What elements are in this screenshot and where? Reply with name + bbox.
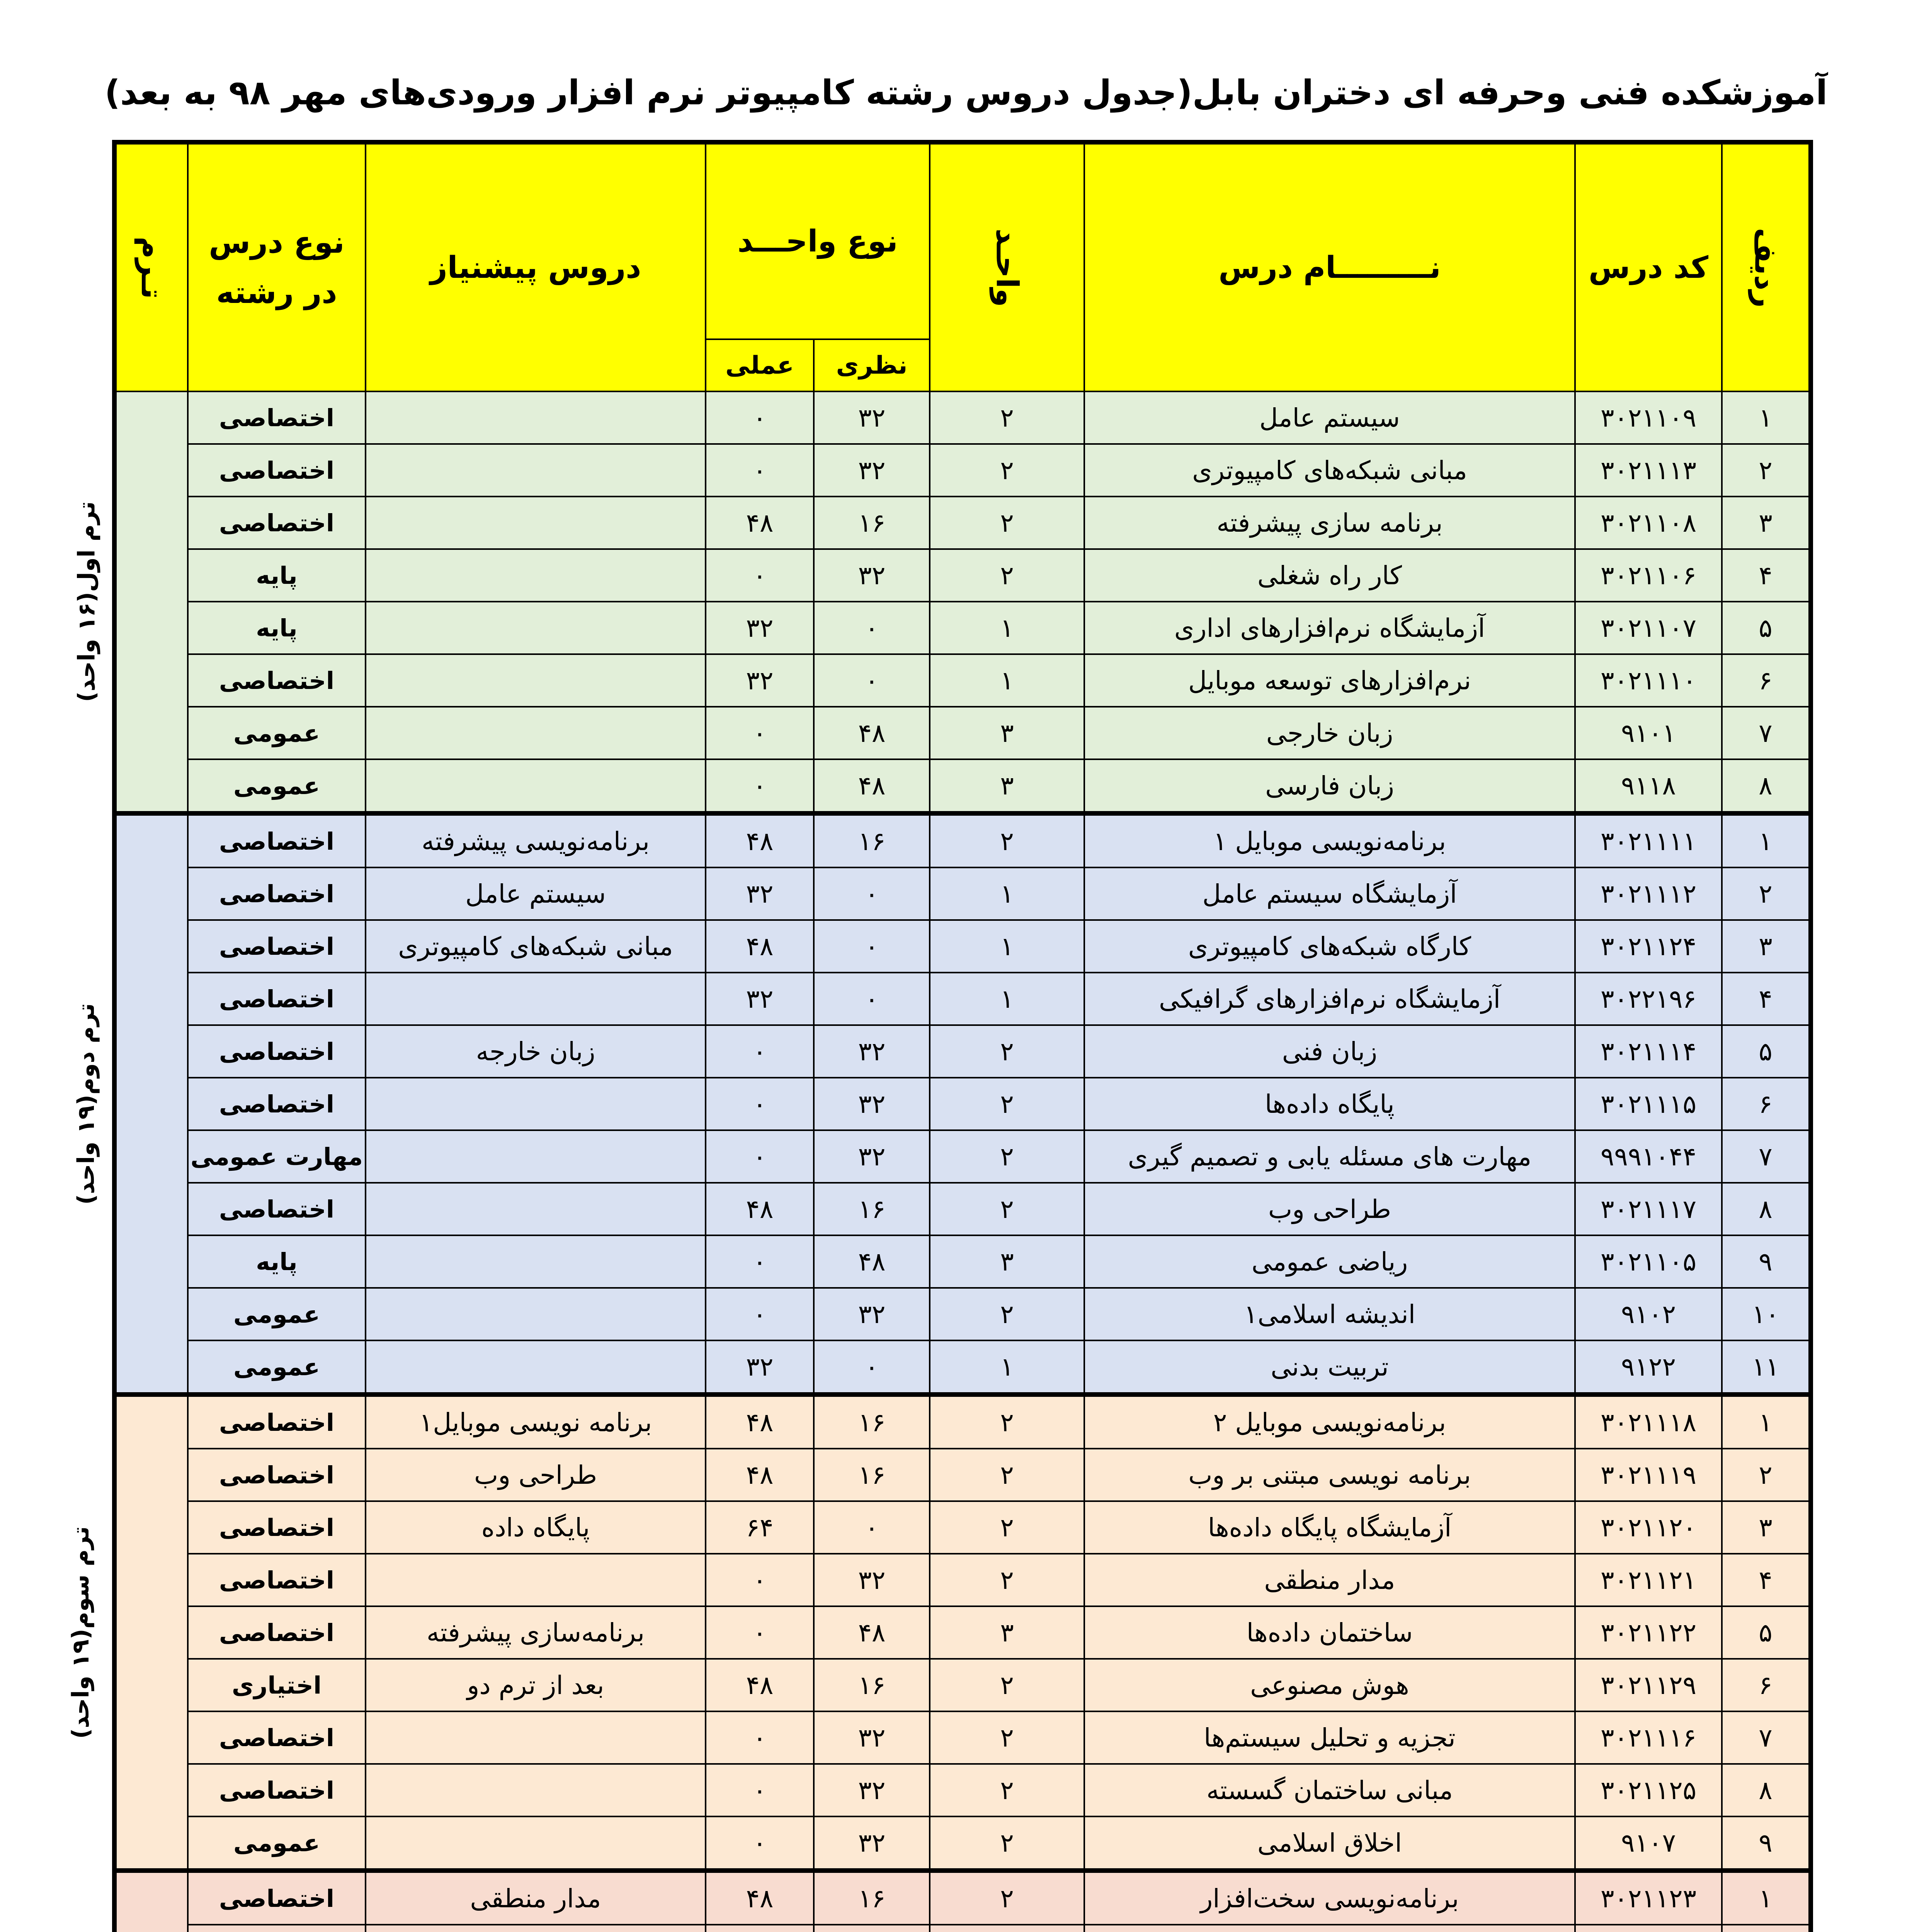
course-code: ۳۰۲۱۱۱۸	[1575, 1395, 1722, 1449]
course-units: ۲	[930, 1711, 1084, 1764]
theory-hours: ۰	[814, 1501, 930, 1554]
course-code: ۳۰۲۱۱۲۱	[1575, 1554, 1722, 1606]
course-units: ۲	[930, 1183, 1084, 1235]
course-type: اختصاصی	[188, 1554, 366, 1606]
course-code: ۳۰۲۱۱۱۴	[1575, 1025, 1722, 1078]
theory-hours: ۱۶	[814, 497, 930, 549]
theory-hours: ۳۲	[814, 1078, 930, 1130]
course-name: برنامه نویسی مبتنی بر وب	[1084, 1449, 1575, 1501]
row-number: ۷	[1722, 707, 1811, 759]
theory-hours: ۳۲	[814, 1025, 930, 1078]
prerequisite	[366, 391, 706, 444]
course-units: ۳	[930, 759, 1084, 813]
course-type: اختصاصی	[188, 1711, 366, 1764]
practical-hours: ۰	[706, 1816, 814, 1871]
theory-hours: ۱۶	[814, 813, 930, 867]
theory-hours: ۱۶	[814, 1871, 930, 1925]
course-units: ۲	[930, 1501, 1084, 1554]
course-units	[930, 1925, 1084, 1932]
course-code: ۳۰۲۱۱۱۰	[1575, 654, 1722, 707]
course-type: اختصاصی	[188, 1395, 366, 1449]
row-number: ۶	[1722, 1078, 1811, 1130]
course-row	[114, 1025, 1811, 1078]
row-number: ۳	[1722, 1501, 1811, 1554]
practical-hours: ۳۲	[706, 1340, 814, 1395]
course-code	[1575, 1925, 1722, 1932]
course-row	[114, 391, 1811, 444]
course-code: ۹۱۱۸	[1575, 759, 1722, 813]
course-name: برنامه‌نویسی موبایل ۱	[1084, 813, 1575, 867]
course-type: عمومی	[188, 707, 366, 759]
theory-hours: ۰	[814, 654, 930, 707]
course-type: اختیاری	[188, 1659, 366, 1711]
theory-hours: ۱۶	[814, 1449, 930, 1501]
course-type: عمومی	[188, 1340, 366, 1395]
row-number: ۷	[1722, 1711, 1811, 1764]
practical-hours: ۰	[706, 444, 814, 497]
row-number: ۱	[1722, 1871, 1811, 1925]
course-row	[114, 1449, 1811, 1501]
practical-hours: ۴۸	[706, 1183, 814, 1235]
course-code: ۹۱۰۱	[1575, 707, 1722, 759]
prerequisite	[366, 1340, 706, 1395]
practical-hours: ۰	[706, 1554, 814, 1606]
practical-hours: ۰	[706, 759, 814, 813]
course-code: ۹۱۲۲	[1575, 1340, 1722, 1395]
course-code: ۳۰۲۱۱۲۴	[1575, 920, 1722, 973]
course-code: ۳۰۲۱۱۰۸	[1575, 497, 1722, 549]
course-code: ۳۰۲۱۱۰۵	[1575, 1235, 1722, 1288]
header-term: تـرم	[114, 142, 188, 391]
course-type: اختصاصی	[188, 1025, 366, 1078]
course-type: اختصاصی	[188, 497, 366, 549]
practical-hours: ۰	[706, 1288, 814, 1340]
course-row	[114, 1554, 1811, 1606]
course-name: ساختمان داده‌ها	[1084, 1606, 1575, 1659]
course-units: ۱	[930, 1340, 1084, 1395]
row-number: ۸	[1722, 1764, 1811, 1816]
course-code: ۳۰۲۱۱۱۳	[1575, 444, 1722, 497]
theory-hours: ۳۲	[814, 1711, 930, 1764]
practical-hours: ۴۸	[706, 1449, 814, 1501]
practical-hours: ۰	[706, 1711, 814, 1764]
course-row	[114, 867, 1811, 920]
course-name: برنامه‌نویسی سخت‌افزار	[1084, 1871, 1575, 1925]
course-row	[114, 1871, 1811, 1925]
practical-hours: ۴۸	[706, 920, 814, 973]
prerequisite	[366, 973, 706, 1025]
course-type: پایه	[188, 1235, 366, 1288]
theory-hours: ۰	[814, 867, 930, 920]
course-name: مهارت های مسئله یابی و تصمیم گیری	[1084, 1130, 1575, 1183]
course-name: آزمایشگاه پایگاه داده‌ها	[1084, 1501, 1575, 1554]
prerequisite: مبانی شبکه‌های کامپیوتری	[366, 920, 706, 973]
row-number: ۱	[1722, 1395, 1811, 1449]
row-number: ۸	[1722, 759, 1811, 813]
course-type: اختصاصی	[188, 391, 366, 444]
course-row	[114, 1288, 1811, 1340]
course-code: ۳۰۲۱۱۱۹	[1575, 1449, 1722, 1501]
course-row	[114, 973, 1811, 1025]
course-name: برنامه سازی پیشرفته	[1084, 497, 1575, 549]
prerequisite	[366, 759, 706, 813]
course-units: ۱	[930, 602, 1084, 654]
theory-hours: ۳۲	[814, 391, 930, 444]
course-code: ۳۰۲۱۱۱۵	[1575, 1078, 1722, 1130]
practical-hours: ۳۲	[706, 602, 814, 654]
prerequisite: بعد از ترم دو	[366, 1659, 706, 1711]
course-name: طراحی وب	[1084, 1183, 1575, 1235]
row-number: ۲	[1722, 444, 1811, 497]
course-units: ۲	[930, 549, 1084, 602]
prerequisite	[366, 1130, 706, 1183]
prerequisite	[366, 654, 706, 707]
theory-hours	[814, 1925, 930, 1932]
course-code: ۹۹۹۱۰۴۴	[1575, 1130, 1722, 1183]
course-code: ۳۰۲۱۱۰۷	[1575, 602, 1722, 654]
course-type: اختصاصی	[188, 1871, 366, 1925]
prerequisite	[366, 1183, 706, 1235]
course-units: ۲	[930, 1659, 1084, 1711]
course-units: ۲	[930, 1130, 1084, 1183]
prerequisite	[366, 1764, 706, 1816]
course-name: مبانی شبکه‌های کامپیوتری	[1084, 444, 1575, 497]
prerequisite: سیستم عامل	[366, 867, 706, 920]
theory-hours: ۳۲	[814, 1130, 930, 1183]
theory-hours: ۳۲	[814, 1554, 930, 1606]
practical-hours: ۰	[706, 549, 814, 602]
course-name: آزمایشگاه نرم‌افزارهای گرافیکی	[1084, 973, 1575, 1025]
course-code: ۳۰۲۱۱۰۶	[1575, 549, 1722, 602]
row-number	[1722, 1925, 1811, 1932]
practical-hours	[706, 1925, 814, 1932]
course-name: مبانی ساختمان گسسته	[1084, 1764, 1575, 1816]
theory-hours: ۰	[814, 1340, 930, 1395]
course-name: نرم‌افزارهای توسعه موبایل	[1084, 654, 1575, 707]
course-name: هوش مصنوعی	[1084, 1659, 1575, 1711]
course-type: اختصاصی	[188, 1078, 366, 1130]
course-code: ۳۰۲۲۱۹۶	[1575, 973, 1722, 1025]
term-label	[114, 1871, 188, 1932]
course-row	[114, 1659, 1811, 1711]
prerequisite	[366, 497, 706, 549]
prerequisite	[366, 1078, 706, 1130]
course-code: ۳۰۲۱۱۰۹	[1575, 391, 1722, 444]
header-course-type: نوع درس در رشته	[188, 142, 366, 391]
prerequisite	[366, 1288, 706, 1340]
course-name: آزمایشگاه نرم‌افزارهای اداری	[1084, 602, 1575, 654]
course-units: ۲	[930, 1871, 1084, 1925]
course-type: اختصاصی	[188, 1764, 366, 1816]
header-name: نـــــــــام درس	[1084, 142, 1575, 391]
theory-hours: ۰	[814, 920, 930, 973]
course-code: ۳۰۲۱۱۲۹	[1575, 1659, 1722, 1711]
course-units: ۱	[930, 654, 1084, 707]
course-name: زبان فنی	[1084, 1025, 1575, 1078]
course-row	[114, 813, 1811, 867]
course-type	[188, 1925, 366, 1932]
course-type: اختصاصی	[188, 1606, 366, 1659]
row-number: ۳	[1722, 920, 1811, 973]
prerequisite	[366, 707, 706, 759]
course-units: ۲	[930, 1025, 1084, 1078]
prerequisite	[366, 1711, 706, 1764]
prerequisite	[366, 1235, 706, 1288]
row-number: ۹	[1722, 1235, 1811, 1288]
course-row	[114, 497, 1811, 549]
row-number: ۶	[1722, 654, 1811, 707]
row-number: ۵	[1722, 602, 1811, 654]
course-units: ۲	[930, 1816, 1084, 1871]
term-label: ترم اول(۱۶ واحد)	[114, 391, 188, 813]
theory-hours: ۴۸	[814, 1235, 930, 1288]
course-type: اختصاصی	[188, 1449, 366, 1501]
course-row	[114, 1606, 1811, 1659]
header-unit-type: نوع واحـــد	[706, 142, 930, 339]
theory-hours: ۴۸	[814, 707, 930, 759]
theory-hours: ۳۲	[814, 1288, 930, 1340]
course-name: اخلاق اسلامی	[1084, 1816, 1575, 1871]
course-row	[114, 1764, 1811, 1816]
course-name: تربیت بدنی	[1084, 1340, 1575, 1395]
course-units: ۲	[930, 497, 1084, 549]
practical-hours: ۳۲	[706, 973, 814, 1025]
course-code: ۳۰۲۱۱۲۲	[1575, 1606, 1722, 1659]
course-row	[114, 1395, 1811, 1449]
header-amali: عملی	[706, 339, 814, 391]
course-row	[114, 1340, 1811, 1395]
course-name: اندیشه اسلامی۱	[1084, 1288, 1575, 1340]
course-table	[67, 140, 1813, 1932]
row-number: ۲	[1722, 867, 1811, 920]
course-type: اختصاصی	[188, 973, 366, 1025]
course-body	[67, 391, 1811, 1932]
course-name: پایگاه داده‌ها	[1084, 1078, 1575, 1130]
course-code: ۹۱۰۷	[1575, 1816, 1722, 1871]
course-units: ۲	[930, 1288, 1084, 1340]
course-row	[114, 1501, 1811, 1554]
course-row	[114, 1130, 1811, 1183]
prerequisite: زبان خارجه	[366, 1025, 706, 1078]
course-code: ۳۰۲۱۱۲۰	[1575, 1501, 1722, 1554]
course-code: ۹۱۰۲	[1575, 1288, 1722, 1340]
prerequisite: طراحی وب	[366, 1449, 706, 1501]
theory-hours: ۳۲	[814, 549, 930, 602]
course-row	[114, 1183, 1811, 1235]
course-units: ۳	[930, 1606, 1084, 1659]
course-row	[114, 1816, 1811, 1871]
course-type: اختصاصی	[188, 444, 366, 497]
course-name: کارگاه شبکه‌های کامپیوتری	[1084, 920, 1575, 973]
course-row	[114, 759, 1811, 813]
term-label: ترم سوم(۱۹ واحد)	[114, 1395, 188, 1871]
course-name: زبان فارسی	[1084, 759, 1575, 813]
practical-hours: ۳۲	[706, 867, 814, 920]
theory-hours: ۱۶	[814, 1395, 930, 1449]
course-name: آزمایشگاه سیستم عامل	[1084, 867, 1575, 920]
theory-hours: ۳۲	[814, 1764, 930, 1816]
course-row	[114, 920, 1811, 973]
row-number: ۱	[1722, 813, 1811, 867]
course-units: ۲	[930, 1764, 1084, 1816]
course-type: پایه	[188, 602, 366, 654]
prerequisite	[366, 1925, 706, 1932]
course-units: ۲	[930, 1554, 1084, 1606]
theory-hours: ۳۲	[814, 444, 930, 497]
theory-hours: ۳۲	[814, 1816, 930, 1871]
practical-hours: ۰	[706, 391, 814, 444]
course-units: ۱	[930, 867, 1084, 920]
course-row	[114, 549, 1811, 602]
prerequisite: برنامه‌نویسی پیشرفته	[366, 813, 706, 867]
practical-hours: ۴۸	[706, 813, 814, 867]
course-name: کار راه شغلی	[1084, 549, 1575, 602]
course-units: ۲	[930, 813, 1084, 867]
header-nazari: نظری	[814, 339, 930, 391]
course-units: ۱	[930, 973, 1084, 1025]
course-name: سیستم عامل	[1084, 391, 1575, 444]
theory-hours: ۰	[814, 973, 930, 1025]
row-number: ۹	[1722, 1816, 1811, 1871]
course-code: ۳۰۲۱۱۲۵	[1575, 1764, 1722, 1816]
course-row	[114, 1711, 1811, 1764]
course-type: عمومی	[188, 1816, 366, 1871]
course-units: ۳	[930, 707, 1084, 759]
course-row	[114, 1235, 1811, 1288]
course-type: مهارت عمومی	[188, 1130, 366, 1183]
course-code: ۳۰۲۱۱۲۳	[1575, 1871, 1722, 1925]
course-type: اختصاصی	[188, 1183, 366, 1235]
course-row	[114, 654, 1811, 707]
course-name: ریاضی عمومی	[1084, 1235, 1575, 1288]
header-prereq: دروس پیشنیاز	[366, 142, 706, 391]
theory-hours: ۱۶	[814, 1183, 930, 1235]
course-row	[114, 602, 1811, 654]
page-title: آموزشکده فنی وحرفه ای دختران بابل(جدول دروس رشته کامپیوتر نرم افزار ورودی‌های مهر ۹۸ به بعد)	[104, 73, 1828, 112]
practical-hours: ۰	[706, 707, 814, 759]
prerequisite	[366, 602, 706, 654]
course-type: اختصاصی	[188, 920, 366, 973]
course-type: اختصاصی	[188, 654, 366, 707]
practical-hours: ۳۲	[706, 654, 814, 707]
practical-hours: ۰	[706, 1606, 814, 1659]
practical-hours: ۴۸	[706, 497, 814, 549]
course-row	[114, 1078, 1811, 1130]
row-number: ۸	[1722, 1183, 1811, 1235]
prerequisite	[366, 1816, 706, 1871]
prerequisite	[366, 1554, 706, 1606]
prerequisite: برنامه‌سازی پیشرفته	[366, 1606, 706, 1659]
row-number: ۴	[1722, 1554, 1811, 1606]
theory-hours: ۰	[814, 602, 930, 654]
course-type: عمومی	[188, 1288, 366, 1340]
prerequisite: برنامه نویسی موبایل۱	[366, 1395, 706, 1449]
header-code: کد درس	[1575, 142, 1722, 391]
course-code: ۳۰۲۱۱۱۲	[1575, 867, 1722, 920]
prerequisite	[366, 549, 706, 602]
course-type: اختصاصی	[188, 813, 366, 867]
practical-hours: ۰	[706, 1130, 814, 1183]
course-type: پایه	[188, 549, 366, 602]
course-code: ۳۰۲۱۱۱۱	[1575, 813, 1722, 867]
course-units: ۲	[930, 1395, 1084, 1449]
course-units: ۳	[930, 1235, 1084, 1288]
course-row	[114, 707, 1811, 759]
row-number: ۱	[1722, 391, 1811, 444]
practical-hours: ۴۸	[706, 1659, 814, 1711]
course-code: ۳۰۲۱۱۱۷	[1575, 1183, 1722, 1235]
course-name: مدار منطقی	[1084, 1554, 1575, 1606]
term-label: ترم دوم(۱۹ واحد)	[114, 813, 188, 1395]
prerequisite	[366, 444, 706, 497]
course-units: ۲	[930, 444, 1084, 497]
row-number: ۶	[1722, 1659, 1811, 1711]
course-name	[1084, 1925, 1575, 1932]
course-row	[114, 1925, 1811, 1932]
practical-hours: ۰	[706, 1025, 814, 1078]
row-number: ۱۰	[1722, 1288, 1811, 1340]
theory-hours: ۴۸	[814, 1606, 930, 1659]
practical-hours: ۴۸	[706, 1871, 814, 1925]
course-units: ۱	[930, 920, 1084, 973]
course-type: اختصاصی	[188, 1501, 366, 1554]
header-radif: ردیف	[1722, 142, 1811, 391]
course-type: اختصاصی	[188, 867, 366, 920]
course-units: ۲	[930, 391, 1084, 444]
practical-hours: ۴۸	[706, 1395, 814, 1449]
row-number: ۴	[1722, 549, 1811, 602]
course-row	[114, 444, 1811, 497]
header-vahed: واحـد	[930, 142, 1084, 391]
theory-hours: ۴۸	[814, 759, 930, 813]
row-number: ۷	[1722, 1130, 1811, 1183]
course-name: برنامه‌نویسی موبایل ۲	[1084, 1395, 1575, 1449]
course-units: ۲	[930, 1078, 1084, 1130]
practical-hours: ۰	[706, 1235, 814, 1288]
course-name: تجزیه و تحلیل سیستم‌ها	[1084, 1711, 1575, 1764]
row-number: ۵	[1722, 1606, 1811, 1659]
row-number: ۳	[1722, 497, 1811, 549]
course-name: زبان خارجی	[1084, 707, 1575, 759]
theory-hours: ۱۶	[814, 1659, 930, 1711]
practical-hours: ۰	[706, 1078, 814, 1130]
row-number: ۲	[1722, 1449, 1811, 1501]
course-units: ۲	[930, 1449, 1084, 1501]
row-number: ۴	[1722, 973, 1811, 1025]
course-type: عمومی	[188, 759, 366, 813]
row-number: ۵	[1722, 1025, 1811, 1078]
row-number: ۱۱	[1722, 1340, 1811, 1395]
course-code: ۳۰۲۱۱۱۶	[1575, 1711, 1722, 1764]
practical-hours: ۶۴	[706, 1501, 814, 1554]
practical-hours: ۰	[706, 1764, 814, 1816]
prerequisite: پایگاه داده	[366, 1501, 706, 1554]
prerequisite: مدار منطقی	[366, 1871, 706, 1925]
